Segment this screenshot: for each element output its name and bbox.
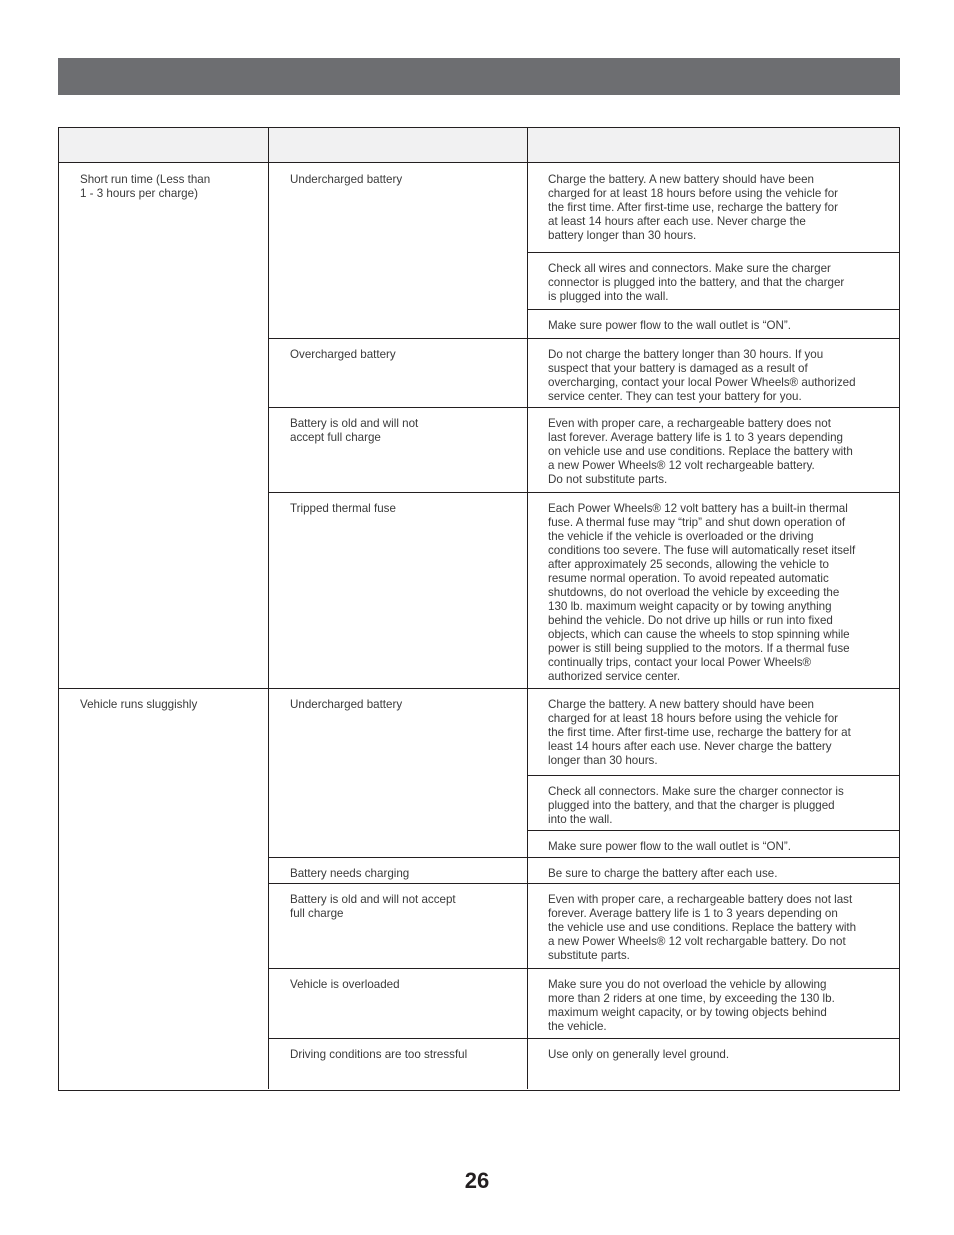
solution-text: Make sure you do not overload the vehicle by allowing more than 2 riders at one time, by exceeding the 130 lb. maximum weight capacity, or by towing objects behind the vehicle.: [548, 978, 835, 1033]
cause-text: Overcharged battery: [290, 348, 396, 361]
troubleshooting-table: [58, 127, 900, 1091]
problem-text: Short run time (Less than 1 - 3 hours per charge): [80, 173, 211, 200]
solution-text: Do not charge the battery longer than 30 hours. If you suspect that your battery is damaged as a result of overcharging, contact your local Power Wheels® authorized service center. They can test your battery for you.: [548, 348, 856, 403]
row-divider: [268, 968, 899, 969]
solution-text: Charge the battery. A new battery should have been charged for at least 18 hours before using the vehicle for the first time. After first-time use, recharge the battery for at least 14 hours after each use. Never charge the battery longer than 30 hours.: [548, 698, 851, 767]
cause-text: Tripped thermal fuse: [290, 502, 396, 515]
solution-text: Make sure power flow to the wall outlet is “ON”.: [548, 319, 791, 332]
row-divider: [527, 830, 899, 831]
row-divider: [268, 492, 899, 493]
table-header-row: [59, 128, 899, 163]
cause-text: Vehicle is overloaded: [290, 978, 400, 991]
solution-text: Check all connectors. Make sure the charger connector is plugged into the battery, and that the charger is plugged into the wall.: [548, 785, 844, 826]
problem-text: Vehicle runs sluggishly: [80, 698, 198, 711]
solution-text: Even with proper care, a rechargeable battery does not last forever. Average battery life is 1 to 3 years depending on vehicle use and use conditions. Replace the battery with a new Power Wheels® 12 volt rechargeable battery. Do not substitute parts.: [548, 417, 853, 486]
solution-text: Each Power Wheels® 12 volt battery has a built-in thermal fuse. A thermal fuse may “trip” and shut down operation of the vehicle if the vehicle is overloaded or the driving conditions too severe. The fuse will automatically reset itself after approximately 25 seconds, allowing the vehicle to resume normal operation. To avoid repeated automatic shutdowns, do not overload the vehicle by exceeding the 130 lb. maximum weight capacity or by towing anything behind the vehicle. Do not drive up hills or run into fixed objects, which can cause the wheels to stop spinning while power is still being supplied to the motors. If a thermal fuse continually trips, contact your local Power Wheels® authorized service center.: [548, 502, 856, 683]
section-title-banner: [58, 58, 900, 95]
solution-text: Check all wires and connectors. Make sure the charger connector is plugged into the battery, and that the charger is plugged into the wall.: [548, 262, 845, 303]
column-divider: [268, 128, 269, 1089]
cause-text: Driving conditions are too stressful: [290, 1048, 468, 1061]
solution-text: Charge the battery. A new battery should have been charged for at least 18 hours before using the vehicle for the first time. After first-time use, recharge the battery for at least 14 hours after each use. Never charge the battery longer than 30 hours.: [548, 173, 839, 242]
cause-text: Battery is old and will not accept full charge: [290, 893, 456, 920]
column-divider: [527, 128, 528, 1089]
cause-text: Undercharged battery: [290, 698, 403, 711]
cause-text: Battery needs charging: [290, 867, 410, 880]
solution-text: Use only on generally level ground.: [548, 1048, 730, 1061]
row-divider: [268, 857, 899, 858]
row-divider: [268, 407, 899, 408]
row-divider: [59, 688, 899, 689]
cause-text: Undercharged battery: [290, 173, 403, 186]
cause-text: Battery is old and will not accept full charge: [290, 417, 419, 444]
row-divider: [268, 1038, 899, 1039]
solution-text: Make sure power flow to the wall outlet is “ON”.: [548, 840, 791, 853]
row-divider: [527, 775, 899, 776]
solution-text: Be sure to charge the battery after each use.: [548, 867, 778, 880]
row-divider: [527, 309, 899, 310]
row-divider: [268, 338, 899, 339]
row-divider: [527, 252, 899, 253]
row-divider: [268, 883, 899, 884]
solution-text: Even with proper care, a rechargeable battery does not last forever. Average battery life is 1 to 3 years depending on the vehicle use and use conditions. Replace the battery with a new Power Wheels® 12 volt rechargable battery. Do not substitute parts.: [548, 893, 857, 962]
page-number: 26: [464, 1168, 490, 1193]
